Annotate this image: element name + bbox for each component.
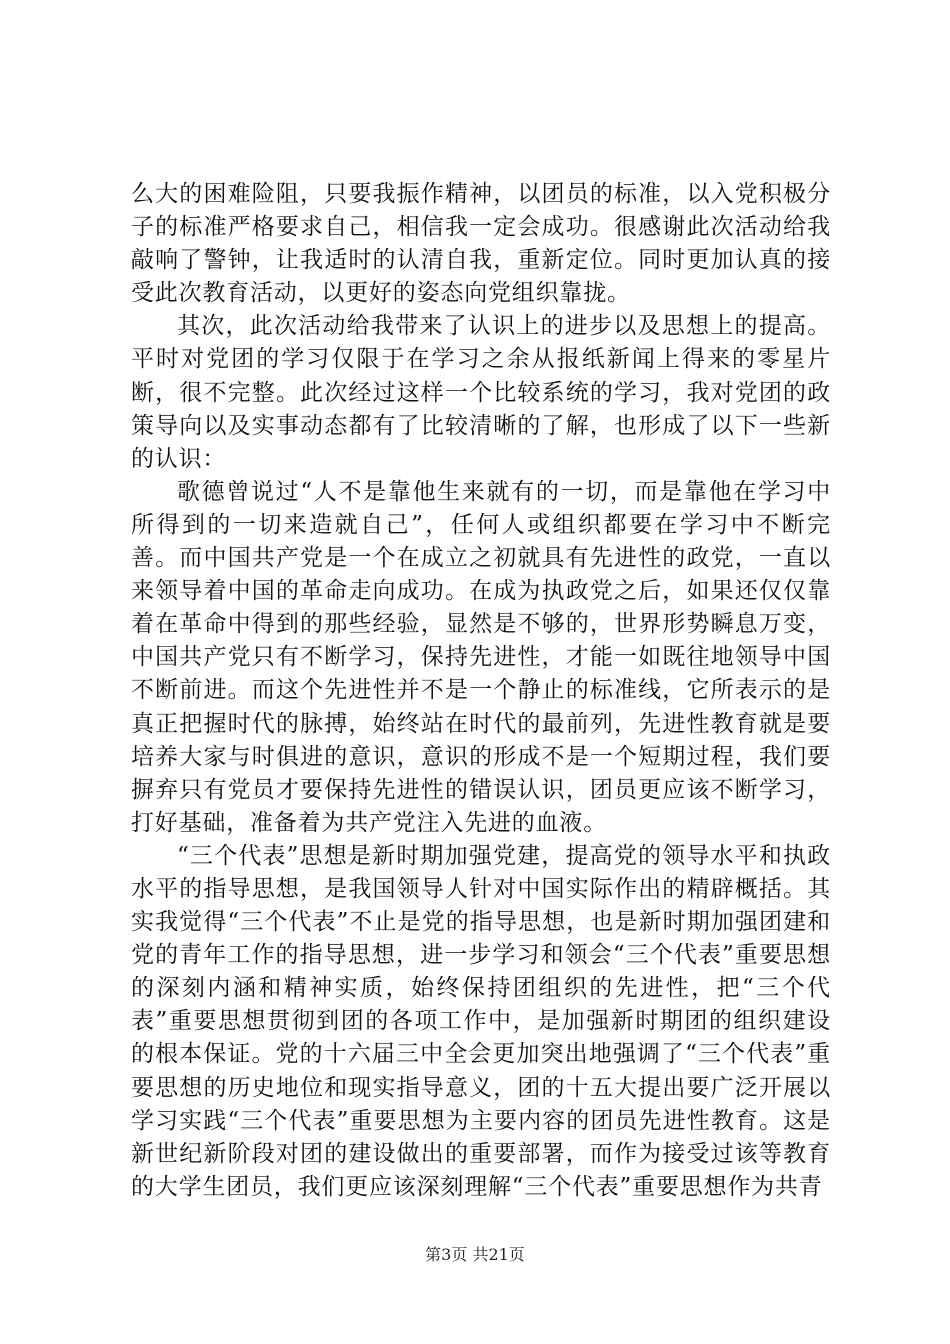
paragraph-3: 歌德曾说过“人不是靠他生来就有的一切，而是靠他在学习中所得到的一切来造就自己”，任何人或组织都要在学习中不断完善。而中国共产党是一个在成立之初就具有先进性的政党，一直以来领导着中国的革命走向成功。在成为执政党之后，如果还仅仅靠着在革命中得到的那些经验，显然是不够的，世界形势瞬息万变，中国共产党只有不断学习，保持先进性，才能一如既往地领导中国不断前进。而这个先进性并不是一个静止的标准线，它所表示的是真正把握时代的脉搏，始终站在时代的最前列，先进性教育就是要培养大家与时俱进的意识，意识的形成不是一个短期过程，我们要摒弃只有党员才要保持先进性的错误认识，团员更应该不断学习，打好基础，准备着为共产党注入先进的血液。: [131, 478, 831, 836]
paragraph-2: 其次，此次活动给我带来了认识上的进步以及思想上的提高。平时对党团的学习仅限于在学习之余从报纸新闻上得来的零星片断，很不完整。此次经过这样一个比较系统的学习，我对党团的政策导向以及实事动态都有了比较清晰的了解，也形成了以下一些新的认识：: [131, 313, 831, 472]
document-body: [131, 178, 831, 1204]
page-number-footer: 第3页 共21页: [425, 1245, 525, 1264]
paragraph-1: 么大的困难险阻，只要我振作精神，以团员的标准，以入党积极分子的标准严格要求自己，相信我一定会成功。很感谢此次活动给我敲响了警钟，让我适时的认清自我，重新定位。同时更加认真的接受此次教育活动，以更好的姿态向党组织靠拢。: [131, 181, 831, 307]
paragraph-4: “三个代表”思想是新时期加强党建，提高党的领导水平和执政水平的指导思想，是我国领导人针对中国实际作出的精辟概括。其实我觉得“三个代表”不止是党的指导思想，也是新时期加强团建和党的青年工作的指导思想，进一步学习和领会“三个代表”重要思想的深刻内涵和精神实质，始终保持团组织的先进性，把“三个代表”重要思想贯彻到团的各项工作中，是加强新时期团的组织建设的根本保证。党的十六届三中全会更加突出地强调了“三个代表”重要思想的历史地位和现实指导意义，团的十五大提出要广泛开展以学习实践“三个代表”重要思想为主要内容的团员先进性教育。这是新世纪新阶段对团的建设做出的重要部署，而作为接受过该等教育的大学生团员，我们更应该深刻理解“三个代表”重要思想作为共青: [131, 842, 831, 1200]
